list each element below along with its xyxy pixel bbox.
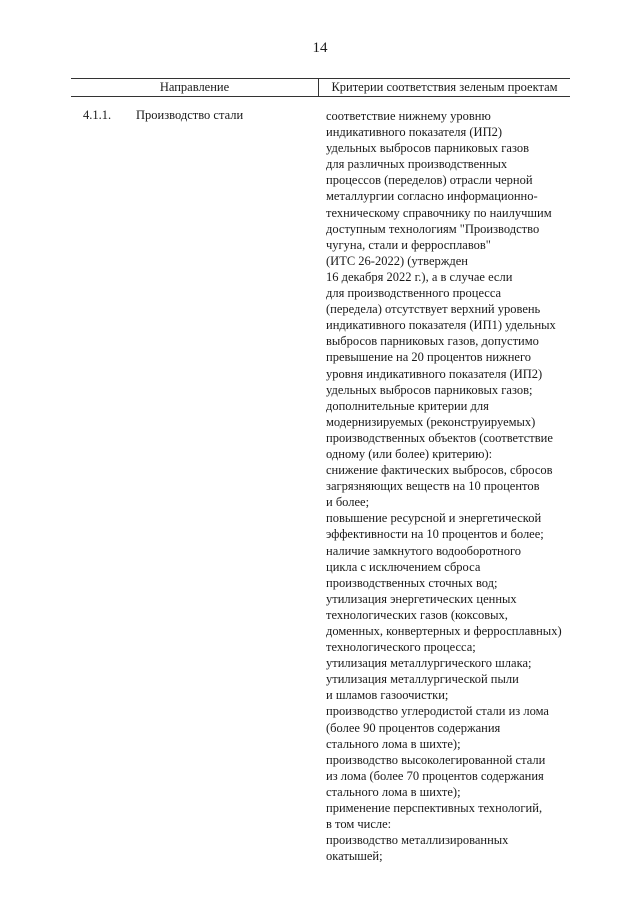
criteria-line: доменных, конвертерных и ферросплавных) — [326, 624, 562, 638]
criteria-line: производственных объектов (соответствие — [326, 430, 553, 445]
criteria-line: металлургии согласно информационно- — [326, 189, 538, 204]
criteria-line: в том числе: — [326, 817, 392, 832]
criteria-line: уровня индикативного показателя (ИП2) — [326, 366, 543, 381]
criteria-line: эффективности на 10 процентов и более; — [326, 527, 544, 542]
criteria-line: удельных выбросов парниковых газов — [326, 141, 529, 156]
criteria-line: (передела) отсутствует верхний уровень — [326, 302, 541, 317]
criteria-line: дополнительные критерии для — [326, 398, 489, 413]
criteria-line: технологического процесса; — [326, 640, 476, 655]
criteria-line: (более 90 процентов содержания — [326, 720, 501, 735]
criteria-line: загрязняющих веществ на 10 процентов — [326, 479, 540, 494]
criteria-line: повышение ресурсной и энергетической — [326, 511, 542, 526]
page-number: 14 — [312, 40, 328, 56]
criteria-line: производство металлизированных — [326, 833, 509, 848]
criteria-line: производство высоколегированной стали — [326, 752, 546, 767]
criteria-line: соответствие нижнему уровню — [326, 109, 491, 123]
criteria-line: утилизация металлургической пыли — [326, 672, 519, 687]
criteria-line: для производственного процесса — [326, 286, 502, 301]
criteria-line: из лома (более 70 процентов содержания — [326, 768, 544, 783]
criteria-line: применение перспективных технологий, — [326, 801, 543, 816]
criteria-line: для различных производственных — [326, 157, 508, 172]
criteria-line: процессов (переделов) отрасли черной — [326, 173, 533, 188]
criteria-line: модернизируемых (реконструируемых) — [326, 414, 536, 429]
criteria-line: наличие замкнутого водооборотного — [326, 543, 522, 558]
row-direction: Производство стали — [136, 108, 244, 122]
criteria-line: производственных сточных вод; — [326, 575, 498, 590]
criteria-line: производство углеродистой стали из лома — [326, 704, 549, 719]
criteria-line: цикла с исключением сброса — [326, 559, 481, 574]
criteria-line: 16 декабря 2022 г.), а в случае если — [326, 269, 513, 284]
criteria-line: окатышей; — [326, 849, 383, 864]
criteria-line: выбросов парниковых газов, допустимо — [326, 334, 539, 349]
criteria-line: (ИТС 26-2022) (утвержден — [326, 253, 468, 268]
criteria-line: превышение на 20 процентов нижнего — [326, 350, 532, 365]
criteria-line: стального лома в шихте); — [326, 784, 461, 799]
criteria-line: индикативного показателя (ИП2) — [326, 125, 503, 140]
criteria-line: стального лома в шихте); — [326, 736, 461, 751]
table-header — [71, 78, 570, 97]
header-criteria: Критерии соответствия зеленым проектам — [331, 80, 558, 94]
criteria-line: индикативного показателя (ИП1) удельных — [326, 318, 556, 333]
header-direction: Направление — [71, 79, 319, 96]
row-number: 4.1.1. — [83, 108, 112, 122]
criteria-line: и шламов газоочистки; — [326, 688, 449, 703]
criteria-line: утилизация энергетических ценных — [326, 591, 517, 606]
criteria-line: чугуна, стали и ферросплавов" — [326, 237, 491, 252]
criteria-text — [326, 108, 576, 864]
criteria-line: техническому справочнику по наилучшим — [326, 205, 552, 220]
criteria-line: доступным технологиям "Производство — [326, 221, 540, 236]
criteria-line: и более; — [326, 495, 370, 510]
criteria-line: одному (или более) критерию): — [326, 446, 493, 461]
criteria-line: технологических газов (коксовых, — [326, 607, 508, 622]
criteria-line: снижение фактических выбросов, сбросов — [326, 463, 553, 478]
criteria-line: утилизация металлургического шлака; — [326, 656, 532, 671]
criteria-line: удельных выбросов парниковых газов; — [326, 382, 533, 397]
